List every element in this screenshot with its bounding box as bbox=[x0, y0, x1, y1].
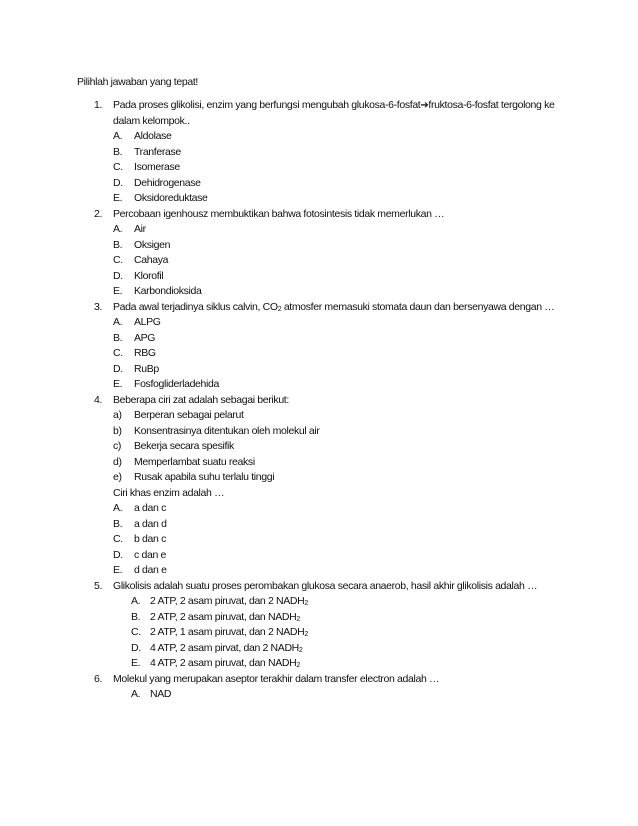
option-a: A. Aldolase bbox=[113, 130, 172, 142]
question-text: Molekul yang merupakan aseptor terakhir dalam transfer electron adalah … bbox=[113, 672, 440, 685]
option-e: E. d dan e bbox=[113, 564, 167, 576]
question-text: Percobaan igenhousz membuktikan bahwa fotosintesis tidak memerlukan … bbox=[113, 207, 445, 220]
option-e: E. Fosfogliderladehida bbox=[113, 378, 219, 390]
option-c: C. 2 ATP, 1 asam piruvat, dan 2 $NADH_2$ bbox=[131, 626, 308, 638]
option-b: B. Tranferase bbox=[113, 145, 181, 158]
option-b: B. a dan d bbox=[113, 517, 167, 530]
question-text: Beberapa ciri zat adalah sebagai berikut: bbox=[113, 393, 289, 406]
option-d: D. 4 ATP, 2 asam pirvat, dan 2 $NADH_2$ bbox=[131, 641, 303, 654]
option-c: C. Cahaya bbox=[113, 254, 169, 266]
option-a: A. Air bbox=[113, 223, 146, 235]
option-d: D. c dan e bbox=[113, 548, 166, 561]
question-list bbox=[0, 98, 638, 703]
statement-a: a) Berperan sebagai pelarut bbox=[113, 409, 244, 421]
question-4 bbox=[0, 393, 638, 579]
option-a: A. a dan c bbox=[113, 502, 166, 514]
arrow-icon: ➔ bbox=[420, 100, 429, 111]
statement-b: b) Konsentrasinya ditentukan oleh molekul air bbox=[113, 424, 320, 437]
question-number: 2. bbox=[94, 207, 103, 220]
question-5 bbox=[0, 579, 638, 672]
option-d: D. RuBp bbox=[113, 362, 159, 375]
statement-d: d) Memperlambat suatu reaksi bbox=[113, 455, 255, 468]
option-a: A. 2 ATP, 2 asam piruvat, dan 2 $NADH_2$ bbox=[131, 595, 308, 607]
question-text: Glikolisis adalah suatu proses perombakan glukosa secara anaerob, hasil akhir glikolisis adalah … bbox=[113, 579, 538, 592]
statement-c: c) Bekerja secara spesifik bbox=[113, 440, 234, 452]
question-number: 4. bbox=[94, 393, 103, 406]
option-b: B. 2 ATP, 2 asam piruvat, dan $NADH_2$ bbox=[131, 610, 300, 623]
option-a: A. ALPG bbox=[113, 316, 161, 328]
option-c: C. RBG bbox=[113, 347, 156, 359]
question-number: 5. bbox=[94, 579, 103, 592]
option-a: A. NAD bbox=[131, 688, 172, 700]
option-b: B. APG bbox=[113, 331, 156, 344]
option-d: D. Klorofil bbox=[113, 269, 164, 282]
question-number: 6. bbox=[94, 672, 103, 685]
instruction-text: Pilihlah jawaban yang tepat! bbox=[77, 76, 198, 88]
option-e: E. Karbondioksida bbox=[113, 285, 202, 297]
option-d: D. Dehidrogenase bbox=[113, 176, 201, 189]
option-c: C. b dan c bbox=[113, 533, 166, 545]
question-1 bbox=[0, 98, 638, 207]
question-text: Pada proses glikolisi, enzim yang berfungsi mengubah glukosa-6-fosfat➔fruktosa-6-fosfat tergolong ke dalam kelompok.. bbox=[113, 99, 555, 127]
question-6 bbox=[0, 672, 638, 703]
option-e: E. 4 ATP, 2 asam piruvat, dan $NADH_2$ bbox=[131, 657, 300, 669]
option-c: C. Isomerase bbox=[113, 161, 180, 173]
question-3 bbox=[0, 300, 638, 393]
option-b: B. Oksigen bbox=[113, 238, 171, 251]
sub-prompt: Ciri khas enzim adalah … bbox=[113, 486, 225, 499]
statement-e: e) Rusak apabila suhu terlalu tinggi bbox=[113, 471, 275, 483]
question-text: Pada awal terjadinya siklus calvin, $CO_2$ atmosfer memasuki stomata daun dan bersenyawa dengan … bbox=[113, 300, 555, 313]
question-2 bbox=[0, 207, 638, 300]
question-number: 3. bbox=[94, 300, 103, 313]
option-e: E. Oksidoreduktase bbox=[113, 192, 208, 204]
question-number: 1. bbox=[94, 99, 103, 111]
